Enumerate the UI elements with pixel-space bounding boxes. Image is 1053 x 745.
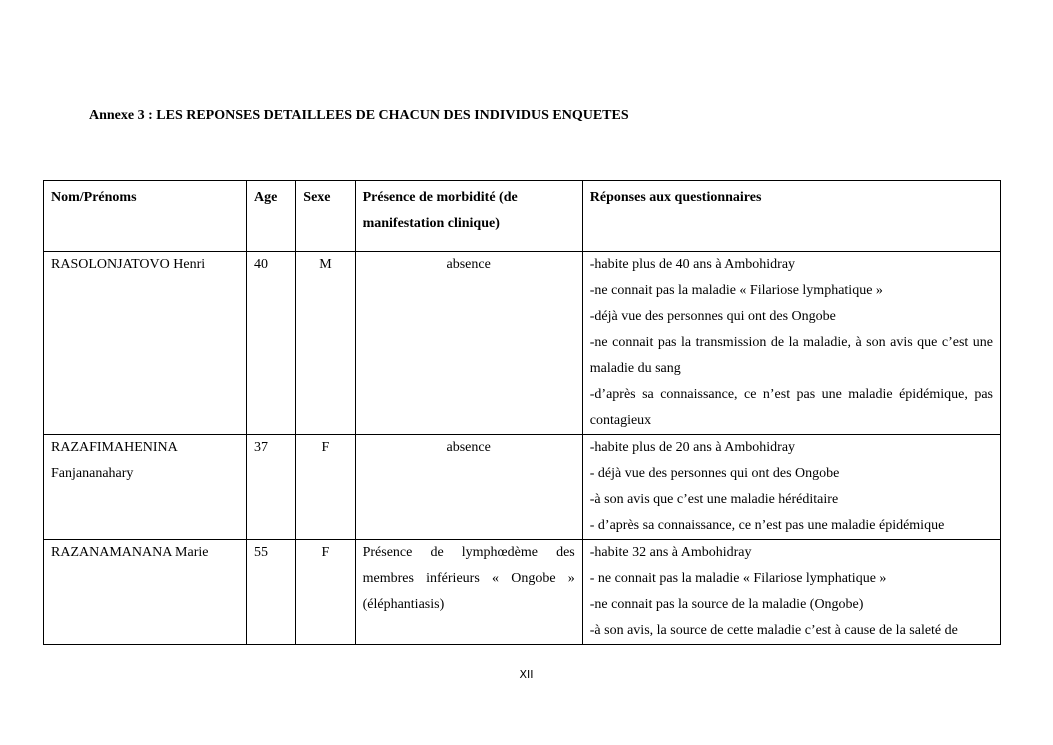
table-header-row [44, 181, 1001, 252]
response-line: -habite 32 ans à Ambohidray [589, 545, 752, 560]
response-line: - d’après sa connaissance, ce n’est pas une maladie épidémique [589, 518, 945, 533]
response-line: - déjà vue des personnes qui ont des Ongobe [589, 466, 840, 481]
cell-responses [582, 435, 1000, 540]
response-line: - ne connait pas la maladie « Filariose lymphatique » [589, 571, 887, 586]
response-line: -habite plus de 40 ans à Ambohidray [589, 257, 796, 272]
cell-name: RASOLONJATOVO Henri [44, 252, 247, 435]
page-number: XII [519, 668, 534, 681]
header-age: Age [247, 181, 296, 252]
table-row [44, 252, 1001, 435]
header-sex: Sexe [296, 181, 355, 252]
header-presence: Présence de morbidité (de manifestation clinique) [355, 181, 582, 252]
cell-age: 37 [247, 435, 296, 540]
cell-responses [582, 540, 1000, 645]
table-row [44, 540, 1001, 645]
cell-name: RAZAFIMAHENINA Fanjananahary [44, 435, 247, 540]
response-line: -habite plus de 20 ans à Ambohidray [589, 440, 796, 455]
response-line: -ne connait pas la source de la maladie (Ongobe) [589, 597, 864, 612]
cell-age: 40 [247, 252, 296, 435]
table-row [44, 435, 1001, 540]
response-line: -ne connait pas la maladie « Filariose lymphatique » [589, 283, 883, 298]
header-name: Nom/Prénoms [44, 181, 247, 252]
survey-responses-table [43, 180, 1001, 645]
response-line: -ne connait pas la transmission de la maladie, à son avis que c’est une maladie du sang [589, 335, 993, 376]
response-line: -à son avis, la source de cette maladie c’est à cause de la saleté de [589, 623, 958, 638]
response-line: -déjà vue des personnes qui ont des Ongobe [589, 309, 836, 324]
cell-presence: absence [355, 435, 582, 540]
annex-title: Annexe 3 : LES REPONSES DETAILLEES DE CHACUN DES INDIVIDUS ENQUETES [89, 108, 629, 123]
cell-name: RAZANAMANANA Marie [44, 540, 247, 645]
response-line: -d’après sa connaissance, ce n’est pas une maladie épidémique, pas contagieux [589, 387, 993, 428]
response-line: -à son avis que c’est une maladie héréditaire [589, 492, 839, 507]
cell-sex: F [296, 435, 355, 540]
cell-sex: F [296, 540, 355, 645]
header-responses: Réponses aux questionnaires [582, 181, 1000, 252]
cell-sex: M [296, 252, 355, 435]
cell-responses [582, 252, 1000, 435]
cell-presence: absence [355, 252, 582, 435]
cell-age: 55 [247, 540, 296, 645]
cell-presence: Présence de lymphœdème des membres inférieurs « Ongobe » (éléphantiasis) [355, 540, 582, 645]
